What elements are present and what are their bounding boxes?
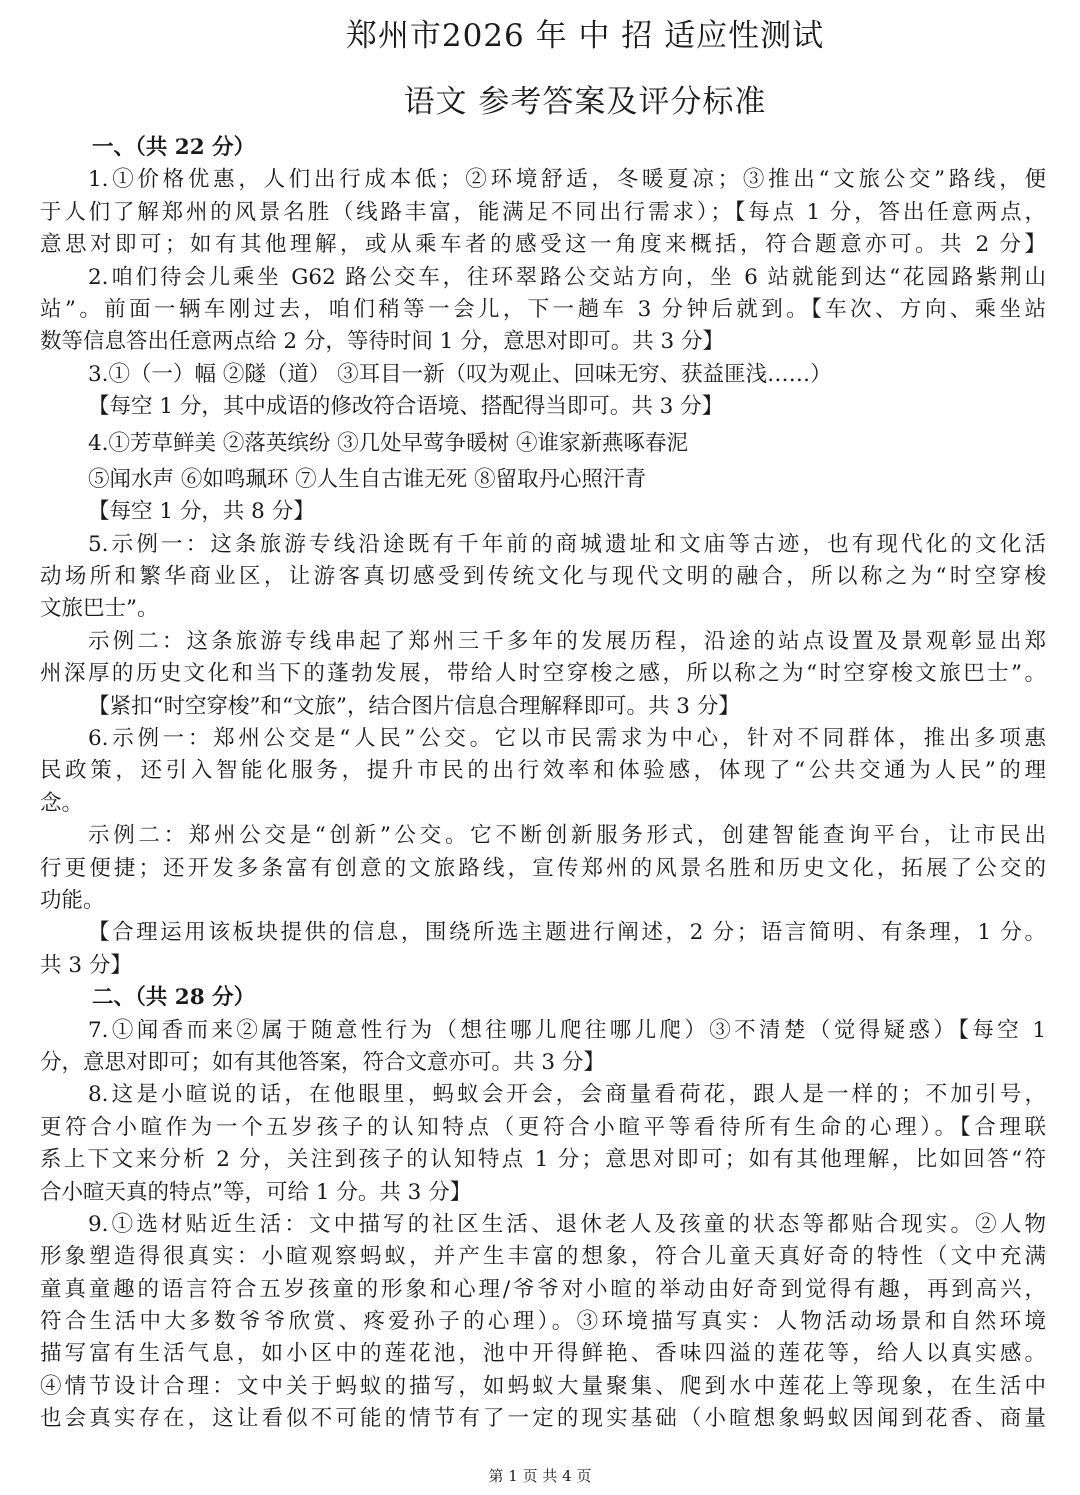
text-line: 行更便捷；还开发多条富有创意的文旅路线，宣传郑州的风景名胜和历史文化，拓展了公交的 — [40, 855, 1046, 881]
text-line: 功能。 — [40, 887, 105, 913]
text-line: 形象塑造得很真实：小暄观察蚂蚁，并产生丰富的想象，符合儿童天真好奇的特性（文中充满 — [40, 1244, 1046, 1270]
text-line: 8.这是小暄说的话，在他眼里，蚂蚁会开会，会商量看荷花，跟人是一样的；不加引号， — [88, 1082, 1046, 1108]
text-line: ④情节设计合理：文中关于蚂蚁的描写，如蚂蚁大量聚集、爬到水中莲花上等现象，在生活中 — [40, 1373, 1046, 1399]
answer-body — [40, 132, 1046, 1436]
section-heading-2: 二、（共 28 分） — [92, 985, 256, 1011]
text-line: 【每空 1 分，共 8 分】 — [88, 499, 315, 525]
text-line: 共 3 分】 — [40, 952, 132, 978]
text-line: 也会真实存在，这让看似不可能的情节有了一定的现实基础（小暄想象蚂蚁因闻到花香、商量 — [40, 1406, 1046, 1432]
text-line: 更符合小暄作为一个五岁孩子的认知特点（更符合小暄平等看待所有生命的心理）。【合理联 — [40, 1114, 1046, 1140]
text-line: 7.①闻香而来②属于随意性行为（想往哪儿爬往哪儿爬）③不清楚（觉得疑惑）【每空 1 — [88, 1017, 1046, 1043]
text-line: 【紧扣“时空穿梭”和“文旅”，结合图片信息合理解释即可。共 3 分】 — [88, 693, 740, 719]
text-line: ⑤闻水声 ⑥如鸣珮环 ⑦人生自古谁无死 ⑧留取丹心照汗青 — [88, 466, 647, 492]
text-line: 描写富有生活气息，如小区中的莲花池，池中开得鲜艳、香味四溢的莲花等，给人以真实感。 — [40, 1341, 1046, 1367]
text-line: 文旅巴士”。 — [40, 596, 159, 622]
document-subtitle: 语文 参考答案及评分标准 — [403, 84, 767, 120]
page-footer: 第 1 页 共 4 页 — [488, 1467, 592, 1485]
text-line: 念。 — [40, 790, 84, 816]
text-line: 4.①芳草鲜美 ②落英缤纷 ③几处早莺争暖树 ④谁家新燕啄春泥 — [88, 430, 689, 456]
text-line: 3.①（一）幅 ②隧（道） ③耳目一新（叹为观止、回味无穷、获益匪浅……） — [88, 361, 832, 387]
text-line: 符合生活中大多数爷爷欣赏、疼爱孙子的心理）。③环境描写真实：人物活动场景和自然环境 — [40, 1309, 1046, 1335]
text-line: 于人们了解郑州的风景名胜（线路丰富，能满足不同出行需求）；【每点 1 分，答出任意两点， — [40, 199, 1046, 225]
text-line: 6.示例一：郑州公交是“人民”公交。它以市民需求为中心，针对不同群体，推出多项惠 — [88, 726, 1046, 752]
text-line: 系上下文来分析 2 分，关注到孩子的认知特点 1 分；意思对即可；如有其他理解，比如回答“符 — [40, 1147, 1046, 1173]
text-line: 童真童趣的语言符合五岁孩童的形象和心理/爷爷对小暄的举动由好奇到觉得有趣，再到高兴， — [40, 1276, 1046, 1302]
text-line: 9.①选材贴近生活：文中描写的社区生活、退休老人及孩童的状态等都贴合现实。②人物 — [88, 1211, 1046, 1237]
text-line: 【每空 1 分，其中成语的修改符合语境、搭配得当即可。共 3 分】 — [88, 394, 724, 420]
text-line: 动场所和繁华商业区，让游客真切感受到传统文化与现代文明的融合，所以称之为“时空穿梭 — [40, 564, 1046, 590]
text-line: 示例二：这条旅游专线串起了郑州三千多年的发展历程，沿途的站点设置及景观彰显出郑 — [88, 628, 1046, 654]
text-line: 意思对即可；如有其他理解，或从乘车者的感受这一角度来概括，符合题意亦可。共 2 分】 — [40, 232, 1046, 258]
text-line: 1.①价格优惠，人们出行成本低；②环境舒适，冬暖夏凉；③推出“文旅公交”路线，便 — [88, 167, 1046, 193]
text-line: 5.示例一：这条旅游专线沿途既有千年前的商城遗址和文庙等古迹，也有现代化的文化活 — [88, 531, 1046, 557]
document-title: 郑州市2026 年 中 招 适应性测试 — [345, 18, 825, 54]
text-line: 2.咱们待会儿乘坐 G62 路公交车，往环翠路公交站方向，坐 6 站就能到达“花园路紫荆山 — [88, 264, 1046, 290]
text-line: 站”。前面一辆车刚过去，咱们稍等一会儿，下一趟车 3 分钟后就到。【车次、方向、乘坐站 — [40, 296, 1046, 322]
text-line: 民政策，还引入智能化服务，提升市民的出行效率和体验感，体现了“公共交通为人民”的理 — [40, 758, 1046, 784]
text-line: 合小暄天真的特点”等，可给 1 分。共 3 分】 — [40, 1179, 472, 1205]
text-line: 州深厚的历史文化和当下的蓬勃发展，带给人时空穿梭之感，所以称之为“时空穿梭文旅巴士”。 — [40, 661, 1046, 687]
text-line: 示例二：郑州公交是“创新”公交。它不断创新服务形式，创建智能查询平台，让市民出 — [88, 823, 1046, 849]
text-line: 分，意思对即可；如有其他答案，符合文意亦可。共 3 分】 — [40, 1049, 605, 1075]
text-line: 【合理运用该板块提供的信息，围绕所选主题进行阐述，2 分；语言简明、有条理，1 分。 — [88, 920, 1046, 946]
text-line: 数等信息答出任意两点给 2 分，等待时间 1 分，意思对即可。共 3 分】 — [40, 329, 725, 355]
section-heading-1: 一、（共 22 分） — [92, 135, 256, 160]
